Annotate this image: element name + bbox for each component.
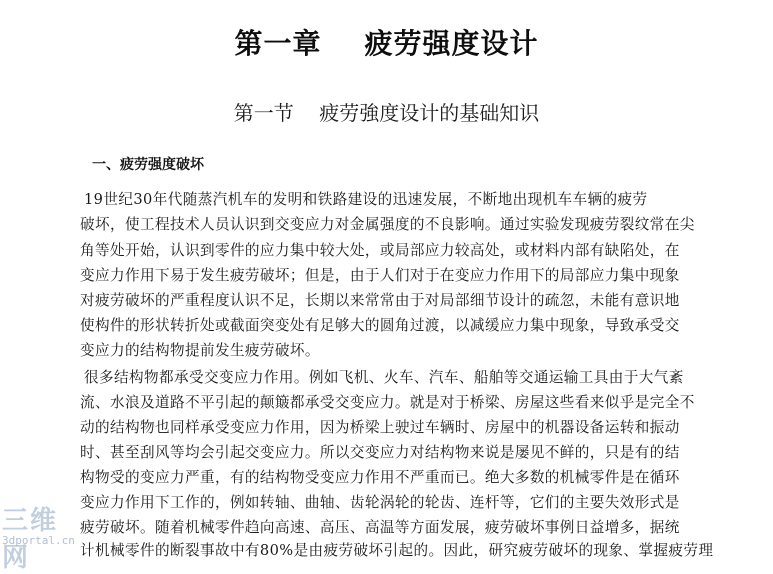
paragraph-line: 19世纪30年代随蒸汽机车的发明和铁路建设的迅速发展，不断地出现机车车辆的疲劳 bbox=[84, 191, 648, 208]
watermark-url: 3dportal.cn bbox=[2, 534, 75, 547]
section-title: 第一节 疲劳強度设计的基础知识 bbox=[233, 101, 540, 125]
watermark-logo: 三维网 bbox=[2, 506, 59, 573]
paragraph-line: 变应力作用下工作的，例如转轴、曲轴、齿轮涡轮的轮齿、连杆等，它们的主要失效形式是 bbox=[80, 494, 680, 511]
paragraph-line: 时、甚至刮风等均会引起交变应力。所以交变应力对结构物来说是屡见不鲜的，只是有的结 bbox=[80, 444, 680, 461]
watermark bbox=[0, 500, 80, 573]
paragraph-line: 动的结构物也同样承受变应力作用，因为桥梁上驶过车辆时、房屋中的机器设备运转和振动 bbox=[80, 419, 680, 436]
chapter-title: 第一章 疲劳强度设计 bbox=[234, 27, 539, 60]
paragraph-line: 破坏，使工程技术人员认识到交变应力对金属强度的不良影响。通过实验发现疲劳裂纹常在尖 bbox=[80, 216, 695, 233]
paragraph-line: 角等处开始，认识到零件的应力集中较大处，或局部应力较高处，或材料内部有缺陷处，在 bbox=[80, 242, 680, 259]
paragraph-line: 变应力的结构物提前发生疲劳破坏。 bbox=[80, 342, 320, 359]
paragraph-line: 使构件的形状转折处或截面突变处有足够大的圆角过渡，以减缓应力集中现象，导致承受交 bbox=[80, 317, 680, 334]
paragraph-line: 很多结构物都承受交变应力作用。例如飞机、火车、汽车、船舶等交通运输工具由于大气紊 bbox=[84, 369, 684, 386]
subsection-heading: 一、疲劳强度破坏 bbox=[92, 157, 204, 173]
paragraph-line: 疲劳破坏。随着机械零件趋向高速、高压、高温等方面发展，疲劳破坏事例日益增多，据统 bbox=[80, 519, 680, 536]
paragraph-line: 构物受的变应力严重，有的结构物受变应力作用不严重而已。绝大多数的机械零件是在循环 bbox=[80, 469, 680, 486]
paragraph-line: 对疲劳破坏的严重程度认识不足，长期以来常常由于对局部细节设计的疏忽，未能有意识地 bbox=[80, 292, 680, 309]
paragraph-line: 计机械零件的断裂事故中有80%是由疲劳破坏引起的。因此，研究疲劳破坏的现象、掌握疲劳理 bbox=[80, 542, 714, 559]
paragraph-line: 流、水浪及道路不平引起的颠簸都承受交变应力。就是对于桥梁、房屋这些看来似乎是完全不 bbox=[80, 394, 695, 411]
paragraph-line: 变应力作用下易于发生疲劳破坏；但是，由于人们对于在变应力作用下的局部应力集中现象 bbox=[80, 267, 680, 284]
